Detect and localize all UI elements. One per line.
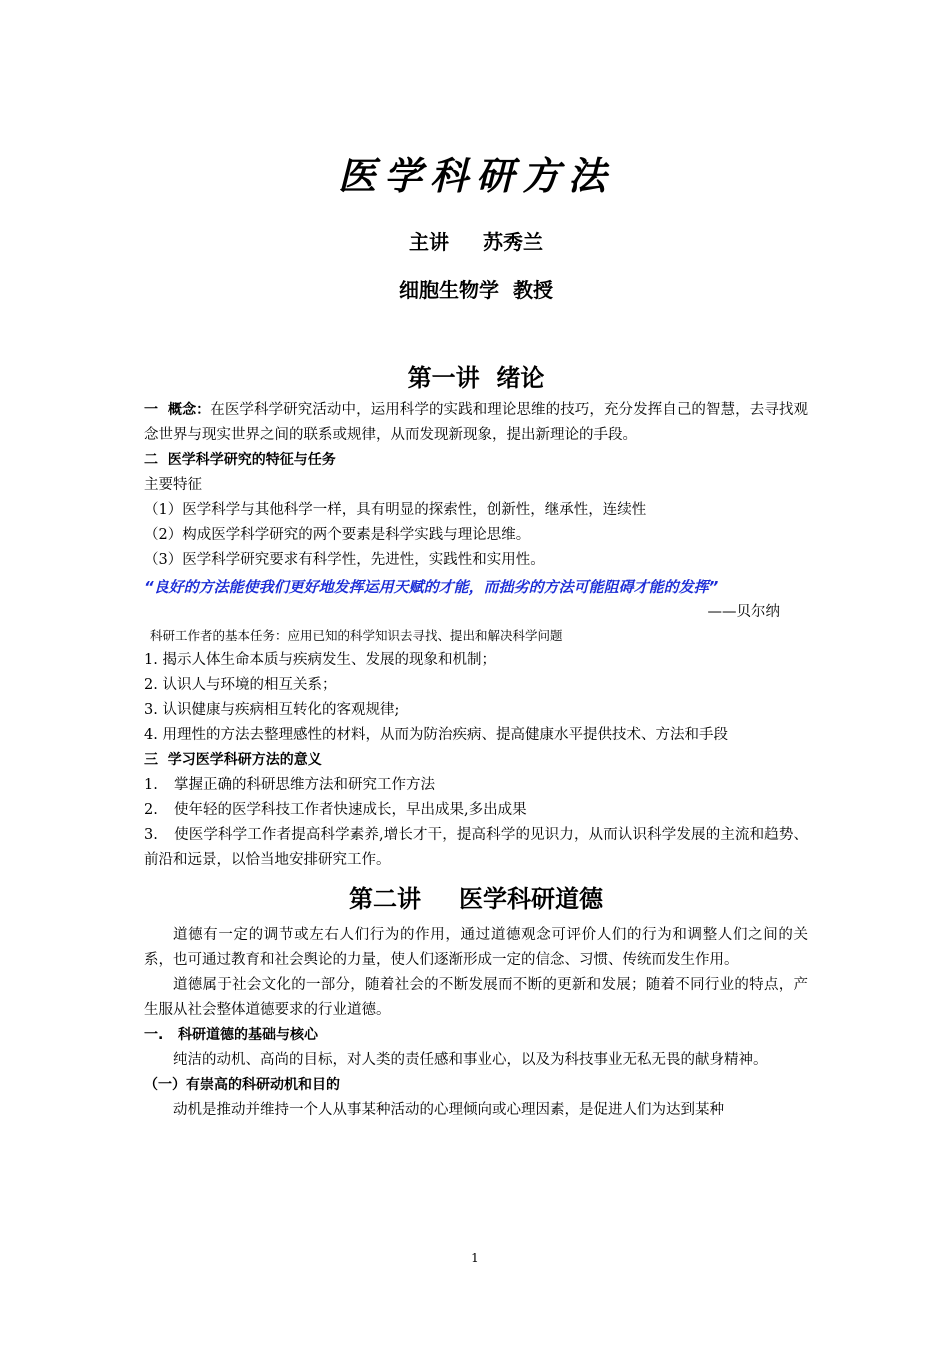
ethics-paragraph-1: 道德有一定的调节或左右人们行为的作用，通过道德观念可评价人们的行为和调整人们之间的关系，也可通过教育和社会舆论的力量，使人们逐渐形成一定的信念、习惯、传统而发生作用。 (144, 927, 808, 968)
task-item: 3. 认识健康与疾病相互转化的客观规律; (144, 702, 400, 718)
lecture1-title: 第一讲 绪论 (407, 364, 545, 392)
meaning-text: 掌握正确的科研思维方法和研究工作方法 (174, 777, 435, 793)
lecture2-title-number: 第二讲 (349, 885, 421, 913)
concept-label: 一 概念： (144, 402, 211, 418)
feature-item: （2）构成医学科学研究的两个要素是科学实践与理论思维。 (144, 527, 531, 543)
ethics-section1-text: 纯洁的动机、高尚的目标，对人类的责任感和事业心，以及为科技事业无私无畏的献身精神。 (173, 1052, 768, 1068)
quote-author: ——贝尔纳 (707, 604, 780, 620)
lecturer-line (144, 228, 808, 256)
concept-paragraph (144, 398, 808, 448)
meaning-number: 1. (144, 777, 158, 793)
section2-heading: 二 医学科学研究的特征与任务 (144, 452, 336, 468)
meaning-text: 使医学科学工作者提高科学素养,增长才干，提高科学的见识力，从而认识科学发展的主流和趋势、前沿和远景，以恰当地安排研究工作。 (144, 827, 808, 868)
meaning-item (144, 798, 808, 823)
meaning-item (144, 773, 808, 798)
meaning-text: 使年轻的医学科技工作者快速成长，早出成果,多出成果 (174, 802, 527, 818)
section3-heading: 三 学习医学科研方法的意义 (144, 752, 322, 768)
task-item: 4. 用理性的方法去整理感性的材料，从而为防治疾病、提高健康水平提供技术、方法和手段 (144, 727, 728, 743)
ethics-subsection1-text: 动机是推动并维持一个人从事某种活动的心理倾向或心理因素，是促进人们为达到某种 (173, 1102, 724, 1118)
task-item: 1. 揭示人体生命本质与疾病发生、发展的现象和机制； (144, 652, 496, 668)
meaning-number: 2. (144, 802, 158, 818)
features-label: 主要特征 (144, 477, 202, 493)
lecturer-label: 主讲 (409, 230, 449, 254)
feature-item: （3）医学科学研究要求有科学性，先进性，实践性和实用性。 (144, 552, 545, 568)
lecture2-title-text: 医学科研道德 (459, 885, 603, 913)
document-title: 医学科研方法 (337, 153, 614, 198)
lecturer-name: 苏秀兰 (483, 230, 543, 254)
page-content (144, 150, 808, 1123)
meaning-item (144, 823, 808, 873)
quote: “良好的方法能使我们更好地发挥运用天赋的才能，而拙劣的方法可能阻碍才能的发挥” (144, 578, 719, 596)
lecture2-title (144, 881, 808, 917)
ethics-paragraph-2: 道德属于社会文化的一部分，随着社会的不断发展而不断的更新和发展；随着不同行业的特点，产生服从社会整体道德要求的行业道德。 (144, 977, 808, 1018)
ethics-section1-heading: 一. 科研道德的基础与核心 (144, 1027, 318, 1043)
task-item: 2. 认识人与环境的相互关系； (144, 677, 337, 693)
concept-text: 在医学科学研究活动中，运用科学的实践和理论思维的技巧，充分发挥自己的智慧，去寻找观念世界与现实世界之间的联系或规律，从而发现新现象，提出新理论的手段。 (144, 402, 809, 443)
lecturer-affiliation: 细胞生物学 教授 (399, 278, 553, 302)
page-number: 1 (471, 1251, 479, 1265)
feature-item: （1）医学科学与其他科学一样，具有明显的探索性，创新性，继承性，连续性 (144, 502, 647, 518)
meaning-number: 3. (144, 827, 158, 843)
ethics-subsection1-heading: （一）有崇高的科研动机和目的 (144, 1077, 340, 1093)
tasks-intro: 科研工作者的基本任务：应用已知的科学知识去寻找、提出和解决科学问题 (150, 628, 563, 643)
